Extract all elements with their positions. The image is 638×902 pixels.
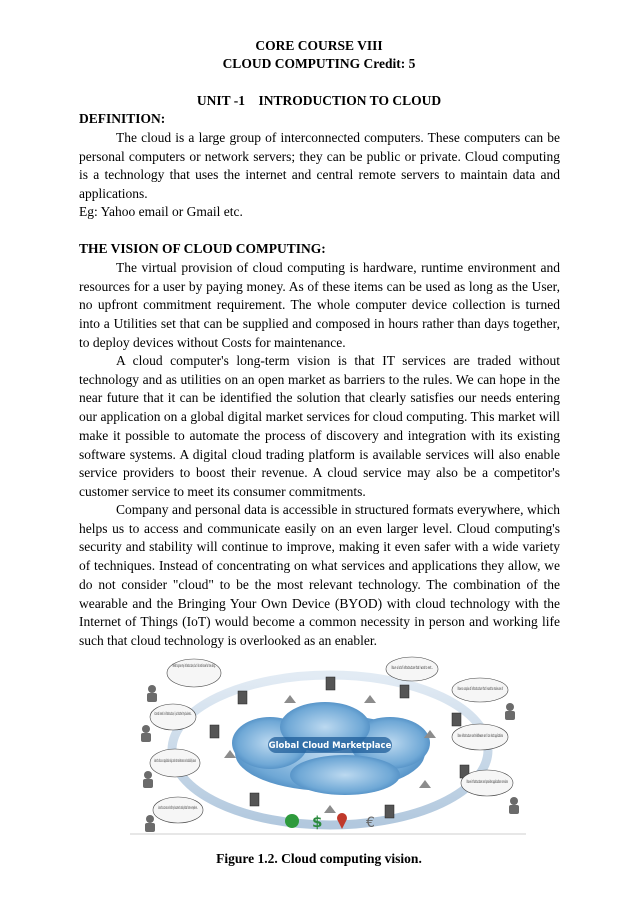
- euro-icon: [366, 815, 375, 831]
- svg-text:I want to focus on application: I want to focus on application logic and not maintenance and scalability issues: [154, 758, 196, 763]
- bubble-left-3: [150, 749, 200, 777]
- subject-title: CLOUD COMPUTING Credit: 5: [222, 56, 416, 71]
- cloud-vision-diagram: [130, 655, 526, 835]
- bubble-right-1: [386, 657, 438, 681]
- vision-heading: THE VISION OF CLOUD COMPUTING:: [79, 241, 326, 256]
- figure-caption: Figure 1.2. Cloud computing vision.: [216, 851, 422, 866]
- svg-text:€: €: [366, 815, 375, 831]
- svg-text:I have infrastructure and midd: I have infrastructure and middleware and I can host applications: [457, 733, 503, 738]
- definition-heading: DEFINITION:: [79, 111, 166, 126]
- vision-paragraph-2: A cloud computer's long-term vision is that IT services are traded without technology and as utilities on an open market as barriers to the rules. We can hope in the near future that it can be identified the solution that clearly satisfies our needs entering our application on a global digital market services for cloud computing. This market will make it possible to automate the process of discovery and integration with its existing software systems. A digital cloud trading platform is available services will also enable service providers to boost their revenue. A cloud service may also be a competitor's customer service to meet its consumer commitments.: [79, 353, 560, 499]
- unit-title: UNIT -1 INTRODUCTION TO CLOUD: [196, 93, 442, 108]
- svg-text:I need to grow my infrastructu: I need to grow my infrastructure, but I do not know for how long...: [172, 663, 216, 668]
- bubble-right-3: [452, 724, 508, 750]
- bubble-right-2: [452, 678, 508, 702]
- svg-text:I have infrastructure and prov: I have infrastructure and provide application services: [466, 779, 508, 784]
- svg-text:I cannot invest in infrastruct: I cannot invest in infrastructure, I just started my business...: [154, 711, 192, 716]
- bubble-left-4: [153, 797, 203, 823]
- vision-paragraph-3: Company and personal data is accessible in structured formats everywhere, which helps us to access and communicate easily on an even larger level. Cloud computing's security and stability will continue to improve, making it even safer with a wide variety of techniques. Instead of concentrating on what services and applications they allow, we do not consider "cloud" to be the most relevant technology. The combination of the wearable and the Bringing Your Own Device (BYOD) with cloud technology with the Internet of Things (IoT) would become a common necessity in person and working life such that cloud technology is overlooked as an enabler.: [79, 502, 560, 648]
- definition-example: Eg: Yahoo email or Gmail etc.: [79, 204, 243, 219]
- vision-paragraph-1: The virtual provision of cloud computing is hardware, runtime environment and resources for a user by paying money. As of these items can be used as long as the User, no upfront commitment requirement. The whole computer device collection is turned into a Utilities set that can be supplied and composed in hours rather than days together, to deploy devices without Costs for maintenance.: [79, 260, 560, 350]
- svg-text:I have a surplus of infrastruc: I have a surplus of infrastructure that I want to make use of: [457, 686, 504, 691]
- cloud-center-label: Global Cloud Marketplace: [268, 741, 392, 751]
- course-title: CORE COURSE VIII: [255, 38, 383, 53]
- svg-text:$: $: [312, 813, 323, 831]
- bubble-right-4: [461, 770, 513, 796]
- svg-text:I want to access and edit my d: I want to access and edit my documents and photos from everywhere...: [158, 805, 198, 810]
- cloud-vision-figure: [130, 655, 526, 835]
- definition-paragraph: The cloud is a large group of interconnected computers. These computers can be personal computers or network servers; they can be public or private. Cloud computing is a technology that uses the internet and central remote servers to maintain data and applications.: [79, 130, 560, 202]
- bubble-left-2: [150, 704, 196, 730]
- svg-text:I have a lot of infrastructure: I have a lot of infrastructure that I want to rent...: [391, 665, 433, 670]
- recycle-icon: [285, 814, 299, 828]
- bubble-left-1: [167, 659, 221, 687]
- dollar-icon: [312, 813, 322, 831]
